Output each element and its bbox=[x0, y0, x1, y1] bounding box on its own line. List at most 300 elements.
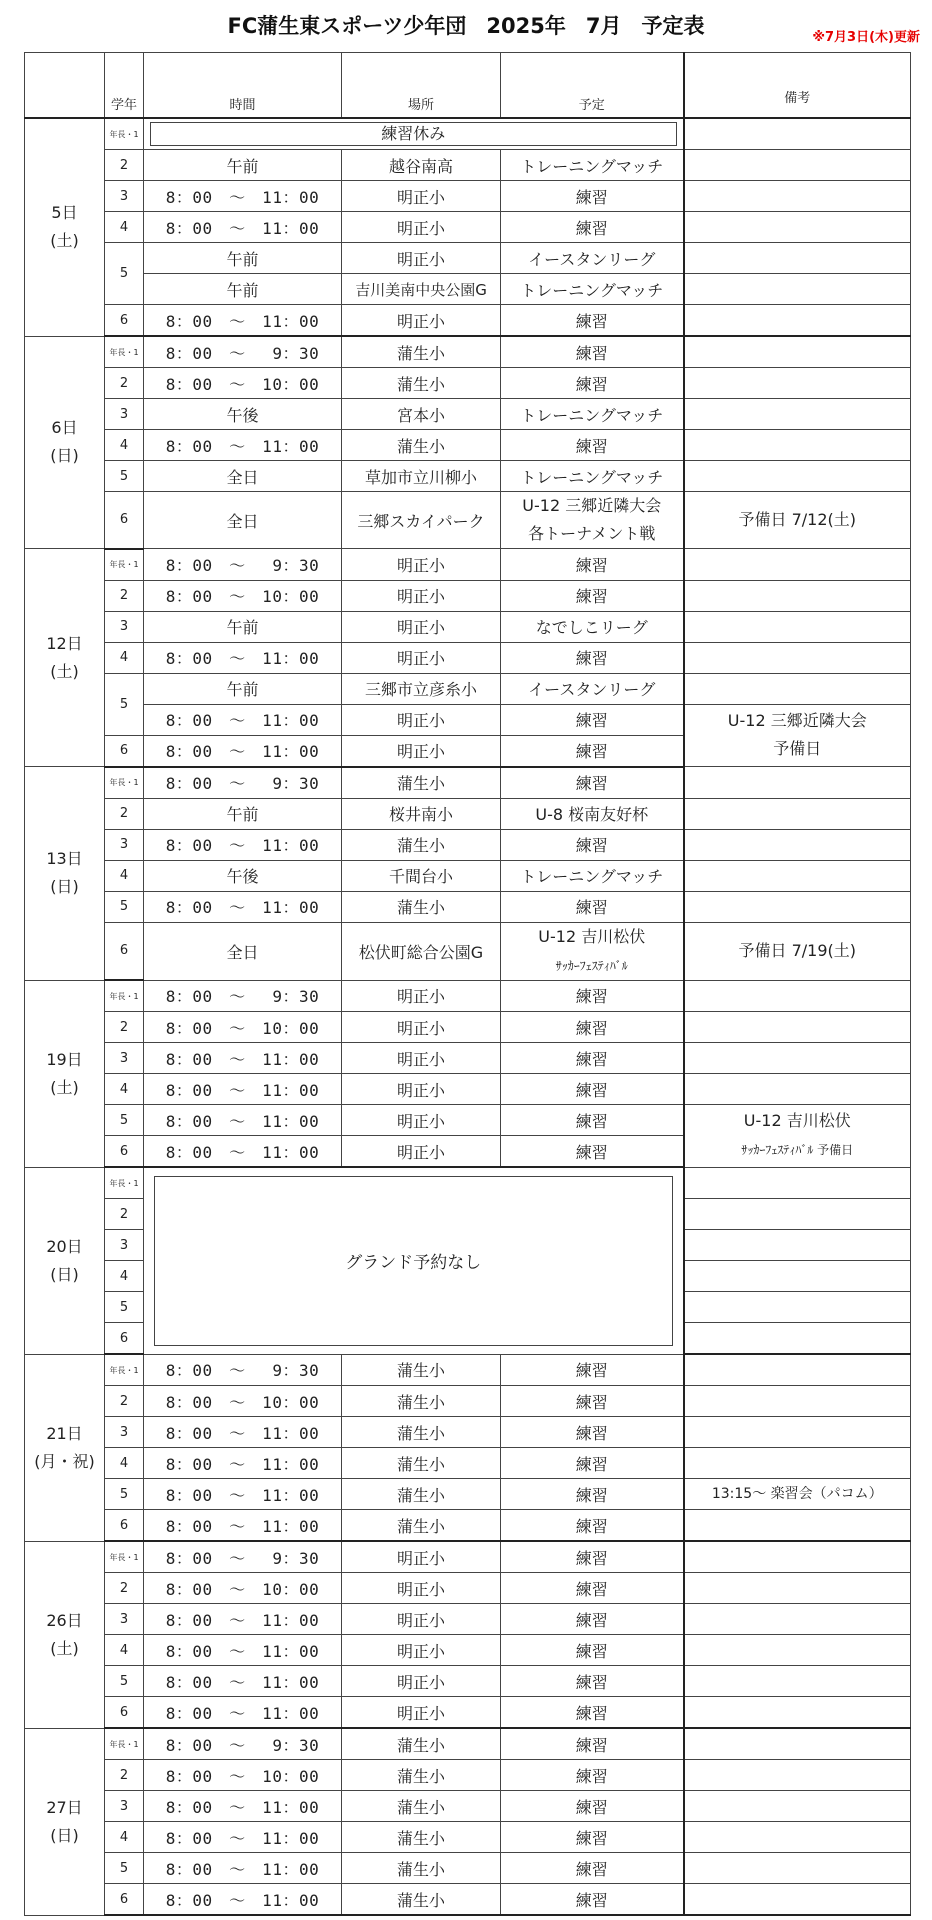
day-weekday: (土) bbox=[50, 661, 79, 681]
grade-cell: 4 bbox=[105, 1822, 144, 1853]
grade-cell: 年長・1 bbox=[105, 1728, 144, 1760]
remarks-cell bbox=[684, 430, 911, 461]
time-cell: 8：00 ～ 10：00 bbox=[144, 580, 342, 611]
table-row bbox=[25, 549, 911, 581]
remarks-cell bbox=[684, 549, 911, 581]
remarks-cell: 13:15～ 楽習会（パコム） bbox=[684, 1479, 911, 1510]
table-row bbox=[25, 1479, 911, 1510]
day-cell bbox=[25, 767, 105, 981]
time-cell: 8：00 ～ 11：00 bbox=[144, 642, 342, 673]
grade-cell: 6 bbox=[105, 1884, 144, 1916]
plan-cell bbox=[501, 922, 684, 980]
time-cell: 午前 bbox=[144, 274, 342, 305]
place-cell: 明正小 bbox=[342, 735, 501, 767]
time-cell: 8：00 ～ 11：00 bbox=[144, 1510, 342, 1542]
plan-cell: 練習 bbox=[501, 1697, 684, 1729]
plan-line2: 各トーナメント戦 bbox=[528, 524, 656, 543]
grade-cell: 6 bbox=[105, 922, 144, 980]
plan-cell: 練習 bbox=[501, 1666, 684, 1697]
grade-cell: 4 bbox=[105, 1448, 144, 1479]
time-cell: 午前 bbox=[144, 798, 342, 829]
header-time: 時間 bbox=[144, 53, 342, 119]
place-cell: 明正小 bbox=[342, 1043, 501, 1074]
place-cell: 三郷市立彦糸小 bbox=[342, 673, 501, 704]
time-cell: 午前 bbox=[144, 150, 342, 181]
remarks-cell bbox=[684, 1417, 911, 1448]
time-cell: 8：00 ～ 9：30 bbox=[144, 1354, 342, 1386]
table-row bbox=[25, 399, 911, 430]
plan-cell: 練習 bbox=[501, 212, 684, 243]
day-date: 21日 bbox=[46, 1423, 83, 1443]
day-cell bbox=[25, 1354, 105, 1541]
table-row bbox=[25, 1074, 911, 1105]
grade-cell: 3 bbox=[105, 1230, 144, 1261]
place-cell: 明正小 bbox=[342, 1541, 501, 1573]
remarks-cell bbox=[684, 1510, 911, 1542]
plan-cell: 練習 bbox=[501, 368, 684, 399]
table-row bbox=[25, 891, 911, 922]
plan-cell: 練習 bbox=[501, 1448, 684, 1479]
table-row bbox=[25, 1791, 911, 1822]
title-month: 7月 bbox=[585, 14, 622, 38]
place-cell: 三郷スカイパーク bbox=[342, 492, 501, 549]
day-date: 27日 bbox=[46, 1797, 83, 1817]
plan-cell: イースタンリーグ bbox=[501, 243, 684, 274]
plan-cell: 練習 bbox=[501, 1012, 684, 1043]
time-cell: 8：00 ～ 11：00 bbox=[144, 1635, 342, 1666]
time-cell: 8：00 ～ 10：00 bbox=[144, 368, 342, 399]
plan-cell: 練習 bbox=[501, 1728, 684, 1760]
place-cell: 蒲生小 bbox=[342, 1417, 501, 1448]
remarks-cell bbox=[684, 611, 911, 642]
place-cell: 越谷南高 bbox=[342, 150, 501, 181]
rest-label: 練習休み bbox=[150, 122, 677, 146]
place-cell: 明正小 bbox=[342, 611, 501, 642]
remarks-cell bbox=[684, 1635, 911, 1666]
grade-cell: 6 bbox=[105, 1323, 144, 1355]
time-cell: 8：00 ～ 11：00 bbox=[144, 1448, 342, 1479]
remarks-cell bbox=[684, 1791, 911, 1822]
time-cell: 8：00 ～ 9：30 bbox=[144, 1541, 342, 1573]
grade-cell: 4 bbox=[105, 860, 144, 891]
day-date: 5日 bbox=[51, 203, 78, 223]
time-cell: 8：00 ～ 9：30 bbox=[144, 980, 342, 1012]
plan-cell: なでしこリーグ bbox=[501, 611, 684, 642]
remarks-cell bbox=[684, 1822, 911, 1853]
remarks-cell bbox=[684, 642, 911, 673]
remarks-cell bbox=[684, 1884, 911, 1916]
plan-cell bbox=[501, 492, 684, 549]
grade-cell: 2 bbox=[105, 1199, 144, 1230]
remarks-cell bbox=[684, 767, 911, 799]
table-row bbox=[25, 368, 911, 399]
place-cell: 蒲生小 bbox=[342, 368, 501, 399]
time-cell: 8：00 ～ 10：00 bbox=[144, 1386, 342, 1417]
plan-cell: 練習 bbox=[501, 642, 684, 673]
grade-cell: 6 bbox=[105, 1136, 144, 1168]
remarks-cell bbox=[684, 1261, 911, 1292]
day-cell bbox=[25, 336, 105, 549]
time-cell: 8：00 ～ 11：00 bbox=[144, 1105, 342, 1136]
plan-cell: 練習 bbox=[501, 1853, 684, 1884]
place-cell: 明正小 bbox=[342, 212, 501, 243]
table-row bbox=[25, 150, 911, 181]
day-date: 12日 bbox=[46, 633, 83, 653]
day-weekday: (日) bbox=[50, 877, 79, 897]
plan-cell: 練習 bbox=[501, 1105, 684, 1136]
header-remarks: 備考 bbox=[684, 53, 911, 119]
header-grade: 学年 bbox=[105, 53, 144, 119]
plan-cell: トレーニングマッチ bbox=[501, 461, 684, 492]
plan-cell: 練習 bbox=[501, 1386, 684, 1417]
plan-cell: 練習 bbox=[501, 1417, 684, 1448]
time-cell: 全日 bbox=[144, 922, 342, 980]
place-cell: 蒲生小 bbox=[342, 1479, 501, 1510]
time-cell: 8：00 ～ 11：00 bbox=[144, 1791, 342, 1822]
plan-cell: 練習 bbox=[501, 1884, 684, 1916]
plan-cell: 練習 bbox=[501, 1354, 684, 1386]
day-cell bbox=[25, 118, 105, 336]
grade-cell: 2 bbox=[105, 798, 144, 829]
time-cell: 8：00 ～ 9：30 bbox=[144, 336, 342, 368]
page-title bbox=[0, 10, 932, 40]
plan-cell: 練習 bbox=[501, 1822, 684, 1853]
time-cell: 8：00 ～ 11：00 bbox=[144, 1417, 342, 1448]
plan-cell: 練習 bbox=[501, 336, 684, 368]
header-row bbox=[25, 53, 911, 119]
header-plan: 予定 bbox=[501, 53, 684, 119]
grade-cell: 5 bbox=[105, 1666, 144, 1697]
place-cell: 明正小 bbox=[342, 1604, 501, 1635]
title-year: 2025年 bbox=[486, 14, 566, 38]
plan-cell: 練習 bbox=[501, 549, 684, 581]
time-cell: 8：00 ～ 11：00 bbox=[144, 305, 342, 337]
place-cell: 蒲生小 bbox=[342, 891, 501, 922]
plan-cell: U-8 桜南友好杯 bbox=[501, 798, 684, 829]
grade-cell: 6 bbox=[105, 1510, 144, 1542]
plan-cell: 練習 bbox=[501, 704, 684, 735]
place-cell: 蒲生小 bbox=[342, 1853, 501, 1884]
remarks-cell bbox=[684, 1323, 911, 1355]
time-cell: 8：00 ～ 11：00 bbox=[144, 1853, 342, 1884]
grade-cell: 2 bbox=[105, 580, 144, 611]
no-ground-label: グランド予約なし bbox=[154, 1176, 673, 1346]
place-cell: 明正小 bbox=[342, 704, 501, 735]
title-org: FC蒲生東スポーツ少年団 bbox=[227, 14, 467, 38]
plan-cell: 練習 bbox=[501, 1573, 684, 1604]
place-cell: 明正小 bbox=[342, 549, 501, 581]
place-cell: 明正小 bbox=[342, 1697, 501, 1729]
grade-cell: 3 bbox=[105, 611, 144, 642]
table-row bbox=[25, 181, 911, 212]
no-ground-cell bbox=[144, 1167, 684, 1354]
remarks-cell bbox=[684, 1853, 911, 1884]
day-cell bbox=[25, 1541, 105, 1728]
remarks-cell bbox=[684, 368, 911, 399]
remarks-cell bbox=[684, 1074, 911, 1105]
place-cell: 明正小 bbox=[342, 1666, 501, 1697]
place-cell: 蒲生小 bbox=[342, 1884, 501, 1916]
day-weekday: (土) bbox=[50, 1638, 79, 1658]
grade-cell: 4 bbox=[105, 212, 144, 243]
day-weekday: (土) bbox=[50, 231, 79, 251]
table-row bbox=[25, 767, 911, 799]
schedule-table bbox=[24, 52, 911, 1916]
grade-cell: 3 bbox=[105, 181, 144, 212]
time-cell: 8：00 ～ 11：00 bbox=[144, 212, 342, 243]
plan-line1: U-12 三郷近隣大会 bbox=[522, 496, 662, 515]
table-row bbox=[25, 1541, 911, 1573]
place-cell: 蒲生小 bbox=[342, 1386, 501, 1417]
time-cell: 8：00 ～ 9：30 bbox=[144, 1728, 342, 1760]
plan-line2: ｻｯｶｰﾌｪｽﾃｨﾊﾞﾙ bbox=[555, 958, 628, 973]
grade-cell: 5 bbox=[105, 1292, 144, 1323]
time-cell: 午後 bbox=[144, 399, 342, 430]
remarks-cell bbox=[684, 673, 911, 704]
grade-cell: 2 bbox=[105, 150, 144, 181]
remarks-cell bbox=[684, 1573, 911, 1604]
grade-cell: 2 bbox=[105, 1760, 144, 1791]
remarks-cell bbox=[684, 243, 911, 274]
remarks-cell bbox=[684, 1199, 911, 1230]
grade-cell: 4 bbox=[105, 1261, 144, 1292]
remarks-cell bbox=[684, 1230, 911, 1261]
time-cell: 8：00 ～ 11：00 bbox=[144, 1479, 342, 1510]
place-cell: 蒲生小 bbox=[342, 336, 501, 368]
day-weekday: (日) bbox=[50, 1264, 79, 1284]
grade-cell: 2 bbox=[105, 1012, 144, 1043]
remarks-cell: 予備日 7/12(土) bbox=[684, 492, 911, 549]
time-cell: 8：00 ～ 11：00 bbox=[144, 1136, 342, 1168]
remarks-cell: 予備日 7/19(土) bbox=[684, 922, 911, 980]
remarks-cell bbox=[684, 461, 911, 492]
remarks-cell bbox=[684, 118, 911, 150]
grade-cell: 6 bbox=[105, 735, 144, 767]
place-cell: 明正小 bbox=[342, 1573, 501, 1604]
remarks-cell bbox=[684, 829, 911, 860]
table-row bbox=[25, 1417, 911, 1448]
remarks-cell bbox=[684, 704, 911, 767]
day-weekday: (日) bbox=[50, 1825, 79, 1845]
grade-cell: 年長・1 bbox=[105, 336, 144, 368]
grade-cell: 3 bbox=[105, 399, 144, 430]
grade-cell: 6 bbox=[105, 305, 144, 337]
time-cell: 8：00 ～ 11：00 bbox=[144, 1697, 342, 1729]
grade-cell: 6 bbox=[105, 492, 144, 549]
time-cell: 8：00 ～ 9：30 bbox=[144, 767, 342, 799]
plan-cell: 練習 bbox=[501, 1043, 684, 1074]
remarks-line2: ｻｯｶｰﾌｪｽﾃｨﾊﾞﾙ 予備日 bbox=[741, 1143, 854, 1158]
grade-cell: 2 bbox=[105, 1386, 144, 1417]
table-row bbox=[25, 1635, 911, 1666]
day-date: 19日 bbox=[46, 1049, 83, 1069]
remarks-cell bbox=[684, 1105, 911, 1168]
remarks-cell bbox=[684, 1448, 911, 1479]
time-cell: 午後 bbox=[144, 860, 342, 891]
remarks-cell bbox=[684, 1541, 911, 1573]
day-date: 6日 bbox=[51, 418, 78, 438]
grade-cell: 3 bbox=[105, 1043, 144, 1074]
time-cell: 8：00 ～ 11：00 bbox=[144, 1884, 342, 1916]
table-row bbox=[25, 430, 911, 461]
grade-cell: 年長・1 bbox=[105, 980, 144, 1012]
remarks-cell bbox=[684, 1043, 911, 1074]
plan-cell: 練習 bbox=[501, 1074, 684, 1105]
grade-cell: 4 bbox=[105, 1635, 144, 1666]
remarks-line2: 予備日 bbox=[773, 739, 822, 759]
day-date: 13日 bbox=[46, 849, 83, 869]
remarks-cell bbox=[684, 212, 911, 243]
remarks-cell bbox=[684, 980, 911, 1012]
table-row bbox=[25, 1167, 911, 1199]
table-row bbox=[25, 1822, 911, 1853]
place-cell: 蒲生小 bbox=[342, 767, 501, 799]
place-cell: 蒲生小 bbox=[342, 829, 501, 860]
table-row bbox=[25, 611, 911, 642]
header-place: 場所 bbox=[342, 53, 501, 119]
remarks-cell bbox=[684, 305, 911, 337]
time-cell: 8：00 ～ 11：00 bbox=[144, 829, 342, 860]
grade-cell: 5 bbox=[105, 891, 144, 922]
remarks-line1: U-12 三郷近隣大会 bbox=[727, 711, 867, 731]
table-row bbox=[25, 798, 911, 829]
time-cell: 8：00 ～ 11：00 bbox=[144, 1666, 342, 1697]
time-cell: 8：00 ～ 11：00 bbox=[144, 1074, 342, 1105]
table-row bbox=[25, 1510, 911, 1542]
place-cell: 明正小 bbox=[342, 1012, 501, 1043]
place-cell: 宮本小 bbox=[342, 399, 501, 430]
time-cell: 8：00 ～ 11：00 bbox=[144, 1604, 342, 1635]
time-cell: 8：00 ～ 10：00 bbox=[144, 1760, 342, 1791]
table-row bbox=[25, 673, 911, 704]
day-cell bbox=[25, 549, 105, 767]
remarks-line1: U-12 吉川松伏 bbox=[743, 1111, 851, 1131]
title-doc: 予定表 bbox=[641, 14, 705, 38]
day-cell bbox=[25, 1167, 105, 1354]
table-row bbox=[25, 829, 911, 860]
time-cell: 8：00 ～ 11：00 bbox=[144, 704, 342, 735]
plan-cell: トレーニングマッチ bbox=[501, 399, 684, 430]
remarks-cell bbox=[684, 1728, 911, 1760]
place-cell: 明正小 bbox=[342, 642, 501, 673]
remarks-cell bbox=[684, 1167, 911, 1199]
table-row bbox=[25, 461, 911, 492]
day-cell bbox=[25, 980, 105, 1167]
place-cell: 蒲生小 bbox=[342, 1760, 501, 1791]
table-row bbox=[25, 642, 911, 673]
remarks-cell bbox=[684, 1354, 911, 1386]
remarks-cell bbox=[684, 181, 911, 212]
time-cell: 午前 bbox=[144, 611, 342, 642]
place-cell: 蒲生小 bbox=[342, 1822, 501, 1853]
time-cell: 8：00 ～ 11：00 bbox=[144, 1822, 342, 1853]
grade-cell: 5 bbox=[105, 673, 144, 735]
plan-cell: 練習 bbox=[501, 1604, 684, 1635]
plan-cell: 練習 bbox=[501, 580, 684, 611]
plan-cell: 練習 bbox=[501, 1635, 684, 1666]
place-cell: 草加市立川柳小 bbox=[342, 461, 501, 492]
remarks-cell bbox=[684, 1292, 911, 1323]
day-date: 20日 bbox=[46, 1236, 83, 1256]
remarks-cell bbox=[684, 150, 911, 181]
place-cell: 桜井南小 bbox=[342, 798, 501, 829]
grade-cell: 5 bbox=[105, 1479, 144, 1510]
remarks-cell bbox=[684, 1604, 911, 1635]
grade-cell: 5 bbox=[105, 243, 144, 305]
grade-cell: 5 bbox=[105, 1105, 144, 1136]
plan-cell: 練習 bbox=[501, 305, 684, 337]
plan-cell: トレーニングマッチ bbox=[501, 150, 684, 181]
grade-cell: 5 bbox=[105, 461, 144, 492]
time-cell: 8：00 ～ 11：00 bbox=[144, 735, 342, 767]
table-row bbox=[25, 1853, 911, 1884]
plan-line1: U-12 吉川松伏 bbox=[538, 926, 646, 946]
remarks-cell bbox=[684, 399, 911, 430]
grade-cell: 年長・1 bbox=[105, 549, 144, 581]
time-cell: 午前 bbox=[144, 673, 342, 704]
place-cell: 蒲生小 bbox=[342, 1448, 501, 1479]
table-row bbox=[25, 1448, 911, 1479]
grade-cell: 5 bbox=[105, 1853, 144, 1884]
time-cell: 午前 bbox=[144, 243, 342, 274]
plan-cell: 練習 bbox=[501, 1510, 684, 1542]
remarks-cell bbox=[684, 860, 911, 891]
grade-cell: 3 bbox=[105, 1604, 144, 1635]
table-row bbox=[25, 118, 911, 150]
plan-cell: 練習 bbox=[501, 829, 684, 860]
remarks-cell bbox=[684, 798, 911, 829]
plan-cell: 練習 bbox=[501, 891, 684, 922]
remarks-cell bbox=[684, 891, 911, 922]
grade-cell: 年長・1 bbox=[105, 1167, 144, 1199]
table-row bbox=[25, 305, 911, 337]
place-cell: 明正小 bbox=[342, 305, 501, 337]
grade-cell: 3 bbox=[105, 1417, 144, 1448]
table-row bbox=[25, 1573, 911, 1604]
time-cell: 8：00 ～ 10：00 bbox=[144, 1573, 342, 1604]
table-row bbox=[25, 243, 911, 274]
plan-cell: 練習 bbox=[501, 980, 684, 1012]
table-row bbox=[25, 1604, 911, 1635]
remarks-cell bbox=[684, 580, 911, 611]
plan-cell: 練習 bbox=[501, 1760, 684, 1791]
remarks-cell bbox=[684, 1666, 911, 1697]
place-cell: 蒲生小 bbox=[342, 430, 501, 461]
time-cell: 8：00 ～ 10：00 bbox=[144, 1012, 342, 1043]
time-cell: 8：00 ～ 11：00 bbox=[144, 891, 342, 922]
remarks-cell bbox=[684, 336, 911, 368]
table-row bbox=[25, 1354, 911, 1386]
plan-cell: トレーニングマッチ bbox=[501, 274, 684, 305]
place-cell: 吉川美南中央公園G bbox=[342, 274, 501, 305]
merged-cell bbox=[144, 118, 684, 150]
table-row bbox=[25, 1760, 911, 1791]
day-weekday: (日) bbox=[50, 446, 79, 466]
place-cell: 明正小 bbox=[342, 1074, 501, 1105]
day-date: 26日 bbox=[46, 1610, 83, 1630]
place-cell: 明正小 bbox=[342, 580, 501, 611]
day-weekday: (土) bbox=[50, 1077, 79, 1097]
plan-cell: 練習 bbox=[501, 181, 684, 212]
table-row bbox=[25, 860, 911, 891]
time-cell: 8：00 ～ 11：00 bbox=[144, 181, 342, 212]
place-cell: 明正小 bbox=[342, 1105, 501, 1136]
time-cell: 8：00 ～ 11：00 bbox=[144, 430, 342, 461]
plan-cell: 練習 bbox=[501, 1479, 684, 1510]
table-row bbox=[25, 1012, 911, 1043]
place-cell: 明正小 bbox=[342, 1635, 501, 1666]
plan-cell: 練習 bbox=[501, 1136, 684, 1168]
